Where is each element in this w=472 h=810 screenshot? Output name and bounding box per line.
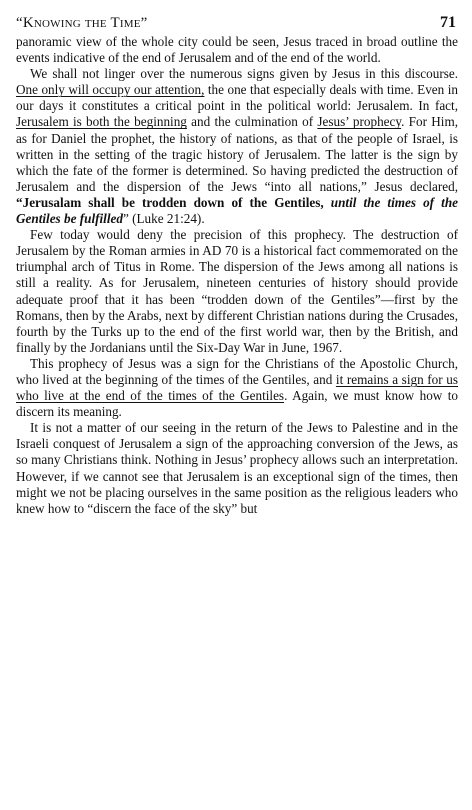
- running-head: “Knowing the Time”: [16, 15, 148, 31]
- paragraph: [16, 420, 458, 517]
- text-run: This prophecy of Jesus was a sign for the Christians of the Apostolic Church, who lived at the beginning of the times of the Gentiles, and: [16, 355, 458, 387]
- page-header: [16, 0, 458, 30]
- emphasized-text: until the times of the Gentiles be fulfilled: [16, 194, 459, 227]
- underlined-text: Jesus’ prophecy: [317, 114, 402, 130]
- text-run: . For Him, as for Daniel the prophet, the history of nations, as that of the people of Israel, is written in the setting of the tragic history of Jerusalem. The latter is the sign by which the fate of the former is determined. So having predicted the destruction of Jerusalem and the dispersion of the Jews “into all nations,” Jesus declared,: [16, 114, 459, 194]
- paragraph: [16, 66, 458, 227]
- text-run: panoramic view of the whole city could be seen, Jesus traced in broad outline the events indicative of the end of Jerusalem and of the end of the world.: [16, 34, 458, 66]
- underlined-text: Jerusalem is both the beginning: [16, 114, 187, 130]
- underlined-text: it remains a sign for us who live at the end of the times of the Gentiles: [16, 371, 459, 404]
- body-text: [16, 34, 458, 517]
- paragraph: [16, 34, 458, 66]
- text-run: We shall not linger over the numerous signs given by Jesus in this discourse.: [30, 66, 458, 82]
- paragraph: [16, 227, 458, 356]
- emphasized-text: “Jerusalam shall be trodden down of the Gentiles,: [16, 194, 331, 210]
- text-run: ” (Luke 21:24).: [122, 211, 205, 227]
- text-run: and the culmination of: [186, 114, 318, 130]
- text-run: the one that especially deals with time. Even in our days it constitutes a critical point in the political world: Jerusalem. In fact,: [16, 82, 458, 114]
- page-number: 71: [440, 14, 456, 31]
- text-run: . Again, we must know how to discern its meaning.: [16, 388, 458, 420]
- paragraph: [16, 356, 458, 420]
- text-run: Few today would deny the precision of this prophecy. The destruction of Jerusalem by the Roman armies in AD 70 is a historical fact commemorated on the triumphal arch of Titus in Rome. The dispersion of the Jews among all nations is still a reality. As for Jerusalem, nineteen centuries of history should provide adequate proof that it has been “trodden down of the Gentiles”—first by the Romans, then by the Arabs, next by different Christian nations during the Crusades, fourth by the Turks up to the end of the first world war, then by the British, and finally by the Jordanians until the Six-Day War in June, 1967.: [16, 227, 458, 355]
- text-run: It is not a matter of our seeing in the return of the Jews to Palestine and in the Israeli conquest of Jerusalem a sign of the approaching conversion of the Jews, as so many Christians think. Nothing in Jesus’ prophecy allows such an interpretation. However, if we cannot see that Jerusalem is an exceptional sign of the times, then might we not be placing ourselves in the same position as the religious leaders who knew how to “discern the face of the sky” but: [16, 420, 458, 516]
- underlined-text: One only will occupy our attention,: [16, 82, 205, 98]
